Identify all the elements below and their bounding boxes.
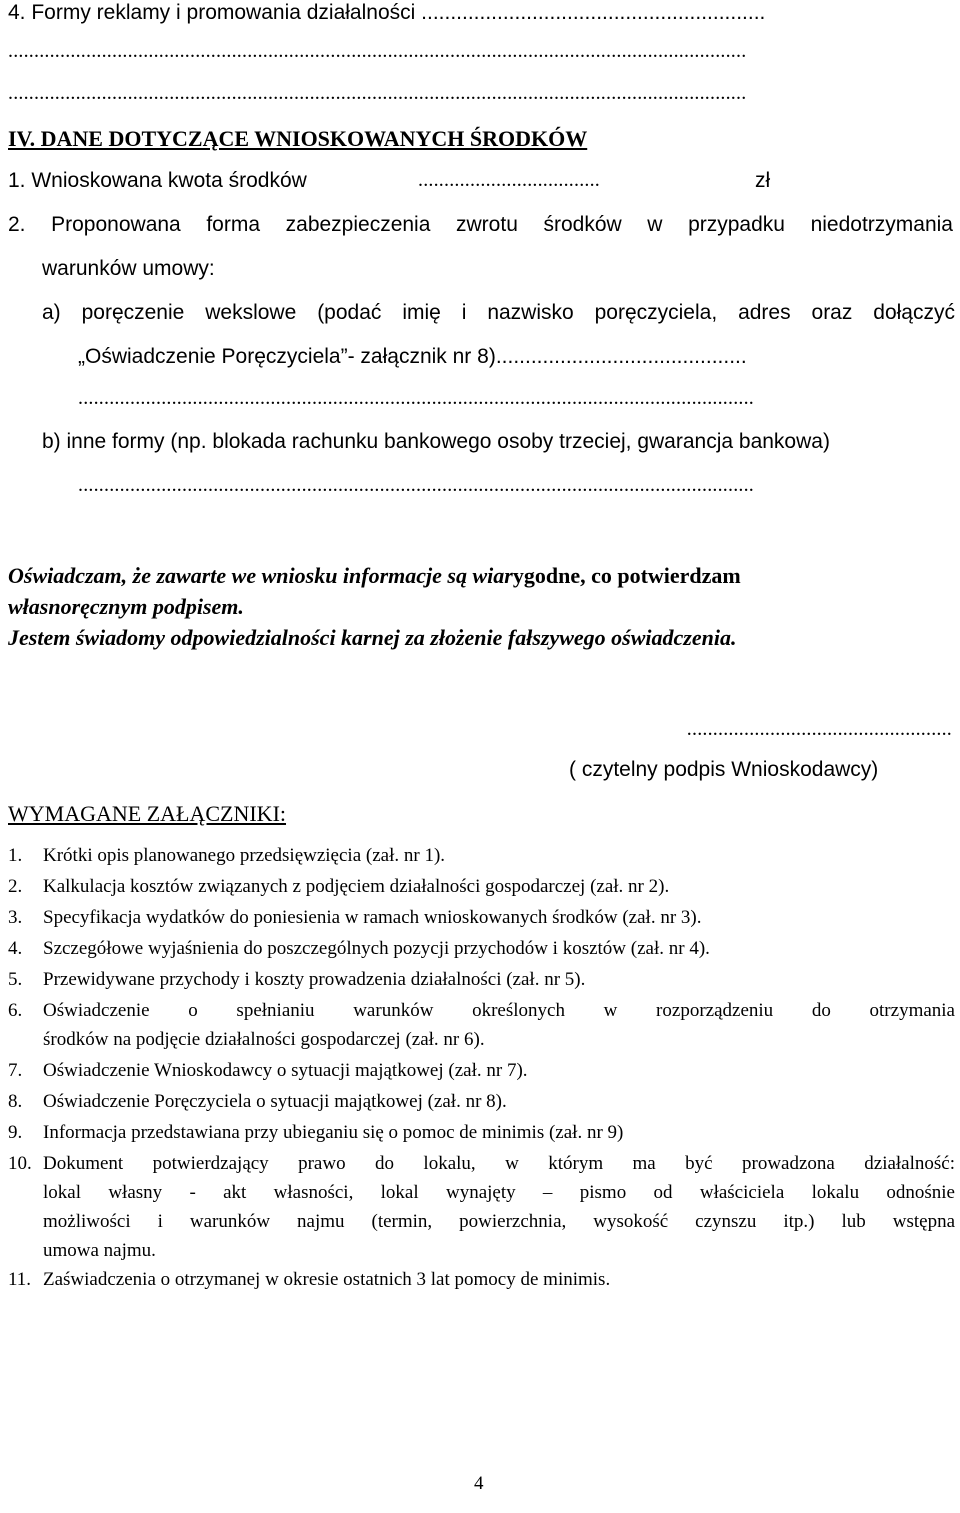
attachment-text: Krótki opis planowanego przedsięwzięcia (zał. nr 1).	[43, 845, 446, 866]
attachment-num: 3.	[8, 907, 23, 928]
attachment-item-10-cont-2: możliwości i warunków najmu (termin, powierzchnia, wysokość czynszu itp.) lub wstępna	[43, 1211, 955, 1232]
attachment-num: 8.	[8, 1091, 23, 1112]
option-a-line-2	[78, 345, 747, 369]
attachment-num: 1.	[8, 845, 23, 866]
item4-label: 4. Formy reklamy i promowania działalności	[8, 1, 416, 24]
declaration-line-3: Jestem świadomy odpowiedzialności karnej za złożenie fałszywego oświadczenia.	[8, 625, 737, 650]
option-a-line-1: a) poręczenie wekslowe (podać imię i nazwisko poręczyciela, adres oraz dołączyć	[42, 301, 955, 324]
attachments-heading: WYMAGANE ZAŁĄCZNIKI:	[8, 801, 287, 826]
attachment-num: 7.	[8, 1060, 23, 1081]
option-a-text: „Oświadczenie Poręczyciela”- załącznik nr 8)	[78, 345, 496, 368]
item2-line-1: 2. Proponowana forma zabezpieczenia zwrotu środków w przypadku niedotrzymania	[8, 213, 953, 236]
attachment-text: Oświadczenie Wnioskodawcy o sytuacji majątkowej (zał. nr 7).	[43, 1060, 528, 1081]
attachment-num: 5.	[8, 969, 23, 990]
attachment-text: Przewidywane przychody i koszty prowadzenia działalności (zał. nr 5).	[43, 969, 586, 990]
attachment-item-10-cont-1: lokal własny - akt własności, lokal wynajęty – pismo od właściciela lokalu odnośnie	[43, 1182, 955, 1203]
attachment-num: 10.	[8, 1153, 32, 1174]
attachment-num: 11.	[8, 1269, 32, 1290]
attachment-text: Kalkulacja kosztów związanych z podjęciem działalności gospodarczej (zał. nr 2).	[43, 876, 670, 897]
attachment-text: Oświadczenie Poręczyciela o sytuacji majątkowej (zał. nr 8).	[43, 1091, 507, 1112]
option-b-line-1: b) inne formy (np. blokada rachunku bankowego osoby trzeciej, gwarancja bankowa)	[42, 430, 830, 453]
item4-dots: ...........................................................	[421, 1, 766, 24]
declaration-line-1	[8, 563, 741, 589]
section-iv-heading: IV. DANE DOTYCZĄCE WNIOSKOWANYCH ŚRODKÓW	[8, 126, 588, 151]
attachment-num: 9.	[8, 1122, 23, 1143]
signature-label: ( czytelny podpis Wnioskodawcy)	[569, 758, 879, 781]
declaration-line-1-bold: ygodne, co potwierdzam	[512, 563, 741, 588]
attachment-text: Dokument potwierdzający prawo do lokalu, w którym ma być prowadzona działalność:	[43, 1153, 955, 1174]
declaration-line-1-italic: Oświadczam, że zawarte we wniosku informacje są wiar	[8, 563, 513, 588]
option-a-dots: ...........................................	[495, 345, 747, 368]
attachment-num: 6.	[8, 1000, 23, 1021]
attachment-text: Szczegółowe wyjaśnienia do poszczególnych pozycji przychodów i kosztów (zał. nr 4).	[43, 938, 710, 959]
attachment-text: Specyfikacja wydatków do poniesienia w ramach wnioskowanych środków (zał. nr 3).	[43, 907, 702, 928]
item1-dots: ...................................	[418, 169, 600, 191]
attachment-item-6-cont: środków na podjęcie działalności gospodarczej (zał. nr 6).	[43, 1029, 485, 1050]
signature-dots: ...................................................	[686, 718, 952, 740]
item4-line	[8, 1, 765, 25]
attachment-text: Zaświadczenia o otrzymanej w okresie ostatnich 3 lat pomocy de minimis.	[43, 1269, 611, 1290]
item4-dots-line-3: ..............................................................................................................................................	[8, 82, 747, 104]
item4-dots-line-2: ..............................................................................................................................................	[8, 40, 747, 62]
option-b-dots-line: ..................................................................................................................................	[78, 474, 754, 496]
attachment-item-10-cont-3: umowa najmu.	[43, 1240, 156, 1261]
attachment-num: 4.	[8, 938, 23, 959]
item1-label: 1. Wnioskowana kwota środków	[8, 169, 307, 192]
item2-line-2: warunków umowy:	[42, 257, 215, 280]
page-number: 4	[474, 1473, 484, 1494]
attachment-text: Informacja przedstawiana przy ubieganiu się o pomoc de minimis (zał. nr 9)	[43, 1122, 624, 1143]
attachment-text: Oświadczenie o spełnianiu warunków określonych w rozporządzeniu do otrzymania	[43, 1000, 955, 1021]
attachment-num: 2.	[8, 876, 23, 897]
item1-unit: zł	[755, 169, 771, 192]
declaration-line-2: własnoręcznym podpisem.	[8, 594, 244, 619]
option-a-dots-line: ..................................................................................................................................	[78, 387, 754, 409]
